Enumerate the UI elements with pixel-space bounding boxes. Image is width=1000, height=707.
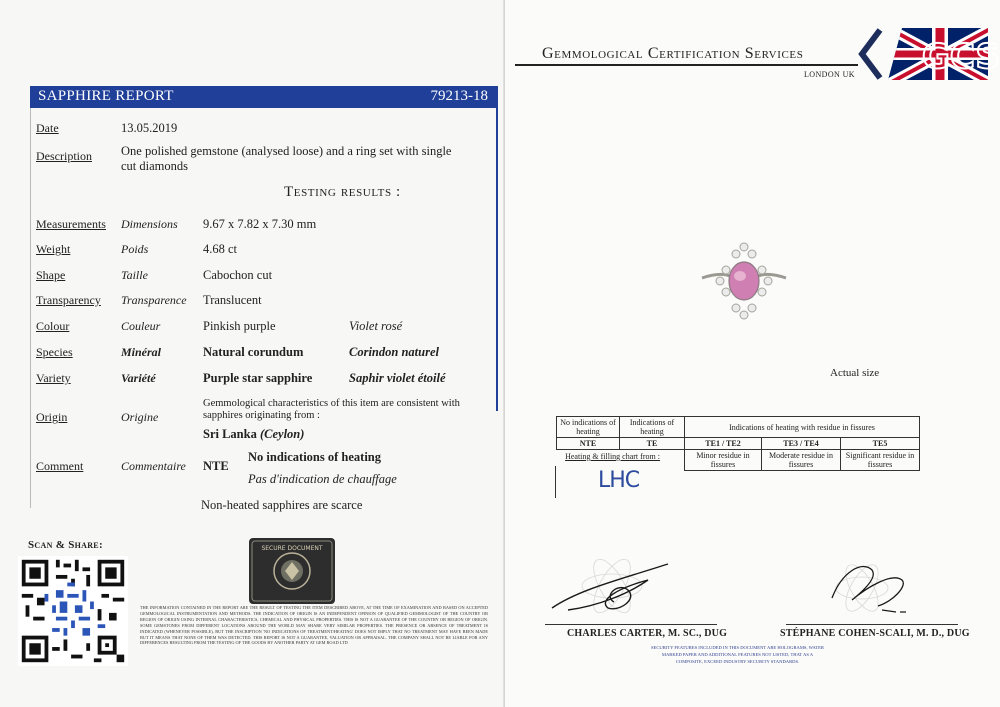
shape-label-fr: Taille xyxy=(121,268,148,282)
comment-label-fr: Commentaire xyxy=(121,459,186,473)
colour-label: Colour xyxy=(36,319,70,333)
species-label: Species xyxy=(36,345,73,359)
non-heated-note: Non-heated sapphires are scarce xyxy=(201,498,363,512)
report-frame-left xyxy=(30,108,31,508)
transparency-value: Translucent xyxy=(203,293,262,307)
actual-size-label: Actual size xyxy=(830,367,880,379)
comment-value-fr: Pas d'indication de chauffage xyxy=(248,472,397,486)
comment-value: No indications of heating xyxy=(248,450,382,464)
heat-residue-moderate: Moderate residue in fissures xyxy=(762,450,841,471)
report-title: SAPPHIRE REPORT xyxy=(38,88,174,104)
company-rule xyxy=(515,64,858,66)
origin-value: Sri Lanka (Ceylon) xyxy=(203,427,305,441)
transparency-label-fr: Transparence xyxy=(121,293,187,307)
disclaimer-text: THE INFORMATION CONTAINED IN THE REPORT ARE THE RESULT OF TESTING THE ITEM DESCRIBED ABOVE, AT THE TIME OF EXAMINATION AND BASED ON ACCEPTED GEMMOLOGICAL INSTRUMENTATION AND METHODS. THE INDICATION OF ORIGIN IS AN INDEPENDENT OPINION OF QUALIFIED GEMMOLOGIST OF THE COUNTRY OR REGION OF ORIGIN USING INTERNAL CHARACTERISTICS, CHEMICAL AND PHYSICAL PROPERTIES. THIS IS NOT A GUARANTEE OF THE COUNTRY OR REGION OF ORIGIN. SOME GEMSTONES FROM DIFFERENT LOCATIONS AROUND THE WORLD MAY SHARE VERY SIMILAR PROPERTIES. THE PRESENCE OR ABSENCE OF TREATMENT IS INDICATED (WHENEVER POSSIBLE), BUT THE INSCRIPTION 'NO INDICATIONS OF TREATMENT/HEATING' DOES NOT IMPLY THAT NO TREATMENT MAY HAVE BEEN MADE BUT IT MEANS THAT NONE OF THEM WAS DETECTED. THIS REPORT IS NOT A GUARANTEE, VALUATION OR APPRAISAL. THE COMPANY SHALL NOT BE LIABLE FOR ANY DIFFERENCES RESULTING FROM THE TESTING OF THE GOODS BY ANOTHER PARTY AT GEM ROAD LTD xyxy=(140,605,488,646)
origin-label-fr: Origine xyxy=(121,410,159,424)
measurements-value: 9.67 x 7.82 x 7.30 mm xyxy=(203,217,317,231)
heat-code-te1-te2: TE1 / TE2 xyxy=(685,438,762,450)
species-value-fr: Corindon naturel xyxy=(349,345,439,359)
origin-label: Origin xyxy=(36,410,68,424)
signature-line-right xyxy=(786,624,958,625)
svg-text:GCS: GCS xyxy=(922,37,1000,77)
company-name: Gemmological Certification Services xyxy=(542,45,804,62)
signature-carter xyxy=(548,550,674,618)
date-value: 13.05.2019 xyxy=(121,121,178,135)
heat-residue-minor: Minor residue in fissures xyxy=(685,450,762,471)
comment-code: NTE xyxy=(203,459,229,473)
species-label-fr: Minéral xyxy=(121,345,162,359)
description-label: Description xyxy=(36,149,92,163)
lhc-logo: LHC xyxy=(598,468,640,493)
report-frame-right xyxy=(496,86,498,411)
heat-header-residue: Indications of heating with residue in fissures xyxy=(685,417,920,438)
weight-value: 4.68 ct xyxy=(203,242,238,256)
heat-code-te3-te4: TE3 / TE4 xyxy=(762,438,841,450)
heat-code-te: TE xyxy=(620,438,685,450)
shape-value: Cabochon cut xyxy=(203,268,273,282)
heat-table-line xyxy=(555,466,556,498)
heat-header-none: No indications of heating xyxy=(557,417,620,438)
description-line-1: One polished gemstone (analysed loose) and a ring set with single xyxy=(121,144,452,158)
variety-label: Variety xyxy=(36,371,71,385)
origin-note-line-2: sapphires originating from : xyxy=(203,410,320,421)
signatory-left-name: CHARLES CARTER, M. SC., DUG xyxy=(567,628,728,639)
heat-header-te: Indications of heating xyxy=(620,417,685,438)
colour-label-fr: Couleur xyxy=(121,319,161,333)
measurements-label-fr: Dimensions xyxy=(121,217,178,231)
signatory-right-name: STÉPHANE COHEN-SCALI, M. D., DUG xyxy=(780,628,970,639)
weight-label-fr: Poids xyxy=(121,242,149,256)
variety-label-fr: Variété xyxy=(121,371,156,385)
shape-label: Shape xyxy=(36,268,66,282)
heat-residue-significant: Significant residue in fissures xyxy=(841,450,920,471)
origin-note-line-1: Gemmological characteristics of this item are consistent with xyxy=(203,398,460,409)
company-location: LONDON UK xyxy=(804,70,855,79)
variety-value: Purple star sapphire xyxy=(203,371,313,385)
colour-value: Pinkish purple xyxy=(203,319,276,333)
security-features-note: SECURITY FEATURES INCLUDED IN THIS DOCUMENT ARE HOLOGRAMS, WATER MARKED PAPER AND ADDITIONAL FEATURES NOT LISTED, THAT AS A COMPOSITE, EXCEED INDUSTRY SECURITY STANDARDS. xyxy=(651,645,824,664)
species-value: Natural corundum xyxy=(203,345,304,359)
heat-code-nte: NTE xyxy=(557,438,620,450)
signature-line-left xyxy=(545,624,717,625)
testing-results-heading: Testing results : xyxy=(284,184,401,200)
svg-text:SECURE DOCUMENT: SECURE DOCUMENT xyxy=(261,545,323,552)
qr-code-icon[interactable] xyxy=(18,556,128,666)
date-label: Date xyxy=(36,121,59,135)
variety-value-fr: Saphir violet étoilé xyxy=(349,371,446,385)
scan-share-label: Scan & Share: xyxy=(28,539,103,551)
heating-chart-link[interactable]: Heating & filling chart from : xyxy=(565,452,660,461)
signature-cohen-scali xyxy=(822,552,912,620)
measurements-label: Measurements xyxy=(36,217,106,231)
report-header-bar xyxy=(30,86,496,108)
colour-value-fr: Violet rosé xyxy=(349,319,403,333)
weight-label: Weight xyxy=(36,242,71,256)
report-number: 79213-18 xyxy=(430,88,488,104)
comment-label: Comment xyxy=(36,459,84,473)
heat-code-te5: TE5 xyxy=(841,438,920,450)
hologram-seal-icon xyxy=(249,538,335,604)
description-line-2: cut diamonds xyxy=(121,159,189,173)
gemstone-ring-photo xyxy=(700,242,788,320)
gcs-flag-logo xyxy=(858,24,1000,84)
transparency-label: Transparency xyxy=(36,293,101,307)
heating-indications-table xyxy=(556,416,920,471)
